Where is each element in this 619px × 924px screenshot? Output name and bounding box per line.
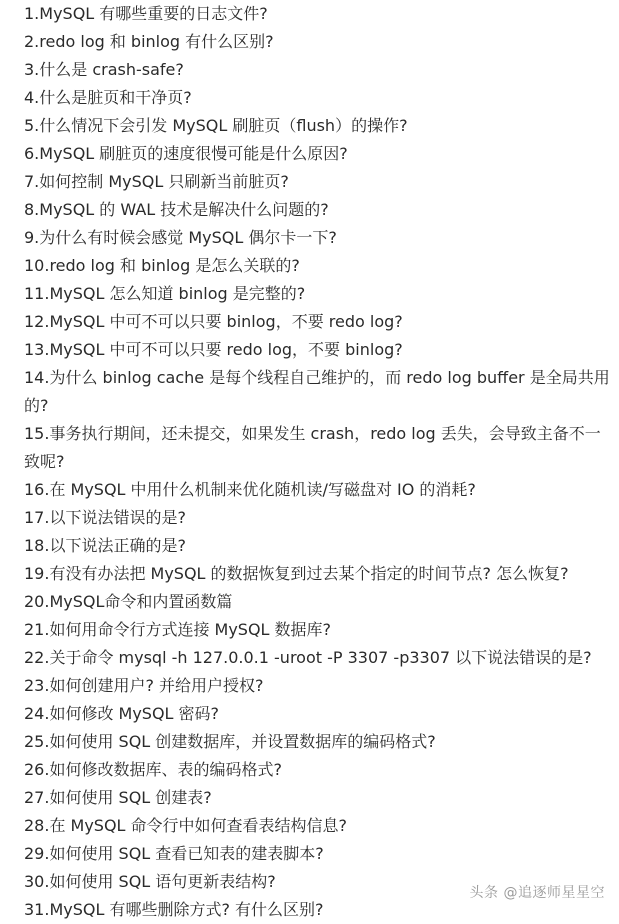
watermark-text: 头条 @追逐师星星空 — [469, 885, 605, 901]
question-item: 16.在 MySQL 中用什么机制来优化随机读/写磁盘对 IO 的消耗? — [24, 480, 476, 499]
question-item: 1.MySQL 有哪些重要的日志文件? — [24, 4, 268, 23]
question-item: 7.如何控制 MySQL 只刷新当前脏页? — [24, 172, 289, 191]
question-item: 26.如何修改数据库、表的编码格式? — [24, 760, 282, 779]
question-item: 18.以下说法正确的是? — [24, 536, 186, 555]
question-item: 10.redo log 和 binlog 是怎么关联的? — [24, 256, 300, 275]
question-item: 22.关于命令 mysql -h 127.0.0.1 -uroot -P 3307 -p3307 以下说法错误的是? — [24, 648, 592, 667]
question-item: 9.为什么有时候会感觉 MySQL 偶尔卡一下? — [24, 228, 337, 247]
question-item: 4.什么是脏页和干净页? — [24, 88, 192, 107]
question-item: 3.什么是 crash-safe? — [24, 60, 184, 79]
question-item: 11.MySQL 怎么知道 binlog 是完整的? — [24, 284, 306, 303]
question-item: 5.什么情况下会引发 MySQL 刷脏页（flush）的操作? — [24, 116, 408, 135]
question-item: 25.如何使用 SQL 创建数据库，并设置数据库的编码格式? — [24, 732, 436, 751]
question-item: 27.如何使用 SQL 创建表? — [24, 788, 212, 807]
question-item: 13.MySQL 中可不可以只要 redo log，不要 binlog? — [24, 340, 403, 359]
question-item: 17.以下说法错误的是? — [24, 508, 186, 527]
question-item: 2.redo log 和 binlog 有什么区别? — [24, 32, 274, 51]
question-item: 29.如何使用 SQL 查看已知表的建表脚本? — [24, 844, 324, 863]
question-item: 31.MySQL 有哪些删除方式? 有什么区别? — [24, 900, 324, 919]
question-item: 15.事务执行期间，还未提交，如果发生 crash，redo log 丢失，会导致主备不一致呢? — [24, 424, 601, 471]
question-item: 28.在 MySQL 命令行中如何查看表结构信息? — [24, 816, 348, 835]
question-item: 6.MySQL 刷脏页的速度很慢可能是什么原因? — [24, 144, 348, 163]
question-item: 21.如何用命令行方式连接 MySQL 数据库? — [24, 620, 332, 639]
question-list — [24, 0, 614, 924]
question-item: 8.MySQL 的 WAL 技术是解决什么问题的? — [24, 200, 329, 219]
question-item: 30.如何使用 SQL 语句更新表结构? — [24, 872, 276, 891]
question-item: 12.MySQL 中可不可以只要 binlog，不要 redo log? — [24, 312, 403, 331]
question-item: 23.如何创建用户? 并给用户授权? — [24, 676, 264, 695]
question-item: 20.MySQL命令和内置函数篇 — [24, 592, 233, 611]
question-item: 19.有没有办法把 MySQL 的数据恢复到过去某个指定的时间节点? 怎么恢复? — [24, 564, 569, 583]
question-item: 14.为什么 binlog cache 是每个线程自己维护的，而 redo log buffer 是全局共用的? — [24, 368, 610, 415]
question-item: 24.如何修改 MySQL 密码? — [24, 704, 220, 723]
